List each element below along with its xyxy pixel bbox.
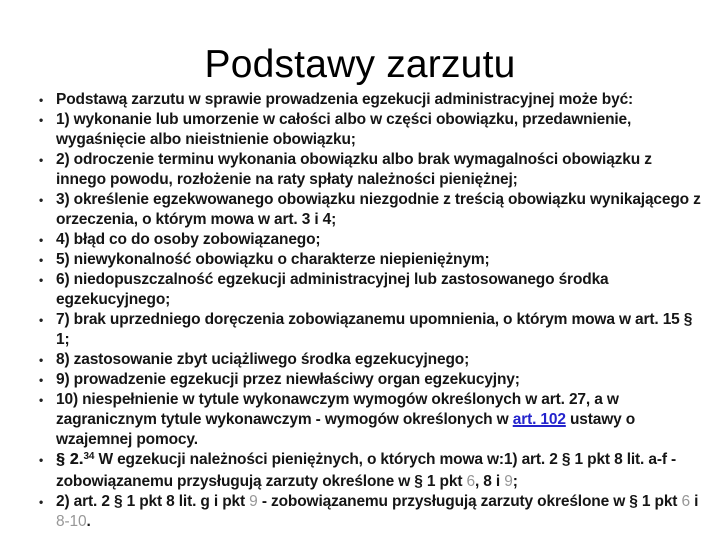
list-item xyxy=(38,90,702,110)
muted-ref: 6 xyxy=(466,473,475,490)
list-item xyxy=(38,310,702,350)
bullet-marker-icon: • xyxy=(39,313,44,327)
list-item xyxy=(38,150,702,190)
list-item xyxy=(38,250,702,270)
bullet-marker-icon: • xyxy=(39,353,44,367)
bullet-text: . xyxy=(86,513,91,530)
list-item xyxy=(38,190,702,230)
bullet-text: 4) błąd co do osoby zobowiązanego; xyxy=(56,231,321,248)
muted-ref: 6 xyxy=(681,493,690,510)
list-item xyxy=(38,110,702,150)
bullet-text: 5) niewykonalność obowiązku o charakterze niepieniężnym; xyxy=(56,251,490,268)
bullet-marker-icon: • xyxy=(39,253,44,267)
page-title: Podstawy zarzutu xyxy=(204,43,516,86)
muted-ref: 8-10 xyxy=(56,513,87,530)
list-item xyxy=(38,230,702,250)
bullet-marker-icon: • xyxy=(39,273,44,287)
bullet-text: W egzekucji należności pieniężnych, o których mowa w:1) art. 2 § 1 pkt 8 lit. a-f - zobowiązanemu przysługują zarzuty określone w § 1 pkt xyxy=(56,451,677,490)
bullet-marker-icon: • xyxy=(39,233,44,247)
list-item xyxy=(38,390,702,450)
list-item xyxy=(38,270,702,310)
paragraph-label: § 2. xyxy=(56,451,84,468)
bullet-text: i xyxy=(689,493,699,510)
bullet-marker-icon: • xyxy=(39,93,44,107)
list-item xyxy=(38,350,702,370)
bullet-text: 2) odroczenie terminu wykonania obowiązku albo brak wymagalności obowiązku z innego powodu, rozłożenie na raty spłaty należności pieniężnej; xyxy=(56,151,652,188)
bullet-text: 1) wykonanie lub umorzenie w całości albo w części obowiązku, przedawnienie, wygaśnięcie albo nieistnienie obowiązku; xyxy=(56,111,632,148)
bullet-text: 7) brak uprzedniego doręczenia zobowiązanemu upomnienia, o którym mowa w art. 15 § 1; xyxy=(56,311,693,348)
bullet-list xyxy=(0,90,720,532)
bullet-text: - zobowiązanemu przysługują zarzuty określone w § 1 pkt xyxy=(257,493,682,510)
bullet-text: Podstawą zarzutu w sprawie prowadzenia egzekucji administracyjnej może być: xyxy=(56,91,634,108)
bullet-text: 3) określenie egzekwowanego obowiązku niezgodnie z treścią obowiązku wynikającego z orzeczenia, o którym mowa w art. 3 i 4; xyxy=(56,191,701,228)
bullet-text: 8) zastosowanie zbyt uciążliwego środka egzekucyjnego; xyxy=(56,351,470,368)
bullet-marker-icon: • xyxy=(39,495,44,509)
bullet-text: 6) niedopuszczalność egzekucji administracyjnej lub zastosowanego środka egzekucyjnego; xyxy=(56,271,609,308)
bullet-marker-icon: • xyxy=(39,393,44,407)
bullet-text: , 8 i xyxy=(474,473,505,490)
bullet-marker-icon: • xyxy=(39,193,44,207)
muted-ref: 9 xyxy=(504,473,513,490)
bullet-marker-icon: • xyxy=(39,373,44,387)
bullet-text: 9) prowadzenie egzekucji przez niewłaściwy organ egzekucyjny; xyxy=(56,371,520,388)
art-102-link[interactable]: art. 102 xyxy=(512,411,566,428)
bullet-marker-icon: • xyxy=(39,113,44,127)
bullet-text: 10) niespełnienie w tytule wykonawczym wymogów określonych w art. 27, a w zagranicznym tytule wykonawczym - wymogów określonych w xyxy=(56,391,619,428)
bullet-marker-icon: • xyxy=(39,453,44,467)
list-item xyxy=(38,492,702,532)
footnote-superscript: 34 xyxy=(83,451,95,462)
list-item xyxy=(38,370,702,390)
bullet-text: ustawy o wzajemnej pomocy. xyxy=(56,411,636,448)
bullet-text: 2) art. 2 § 1 pkt 8 lit. g i pkt xyxy=(56,493,250,510)
list-item xyxy=(38,450,702,492)
bullet-text: ; xyxy=(512,473,518,490)
muted-ref: 9 xyxy=(249,493,258,510)
bullet-marker-icon: • xyxy=(39,153,44,167)
